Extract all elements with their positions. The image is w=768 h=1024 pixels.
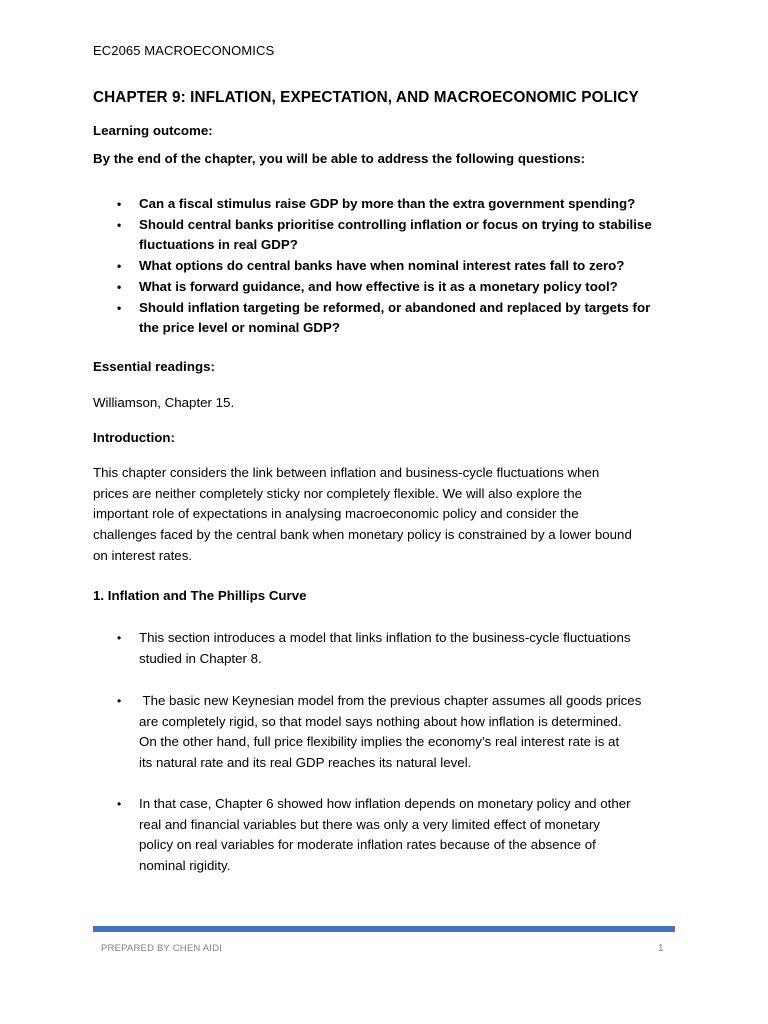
list-item [93, 628, 683, 669]
question-text: Can a fiscal stimulus raise GDP by more than the extra government spending? [139, 196, 636, 211]
bullet-icon: • [117, 197, 122, 211]
list-item [93, 215, 683, 256]
running-header: EC2065 MACROECONOMICS [93, 43, 275, 58]
paragraph-line: important role of expectations in analysing macroeconomic policy and consider the [93, 506, 579, 522]
list-item [93, 794, 683, 877]
question-text: Should central banks prioritise controlling inflation or focus on trying to stabilise [139, 216, 652, 232]
essential-readings-text: Williamson, Chapter 15. [93, 395, 235, 410]
question-text: What is forward guidance, and how effective is it as a monetary policy tool? [139, 278, 618, 294]
bullet-line: The basic new Keynesian model from the previous chapter assumes all goods prices [139, 693, 642, 708]
question-text-cont: fluctuations in real GDP? [139, 237, 298, 253]
bullet-icon: • [117, 797, 122, 811]
section-bullet-list [93, 628, 683, 669]
bullet-line: In that case, Chapter 6 showed how inflation depends on monetary policy and other [139, 796, 631, 811]
bullet-icon: • [117, 694, 122, 708]
section-bullet-list [93, 691, 683, 774]
list-item [93, 277, 683, 298]
paragraph-line: on interest rates. [93, 547, 193, 563]
question-text-cont: the price level or nominal GDP? [139, 320, 340, 336]
learning-outcome-intro: By the end of the chapter, you will be able to address the following questions: [93, 151, 586, 166]
footer-divider [93, 926, 675, 932]
chapter-title: CHAPTER 9: INFLATION, EXPECTATION, AND MACROECONOMIC POLICY [93, 89, 639, 106]
bullet-icon: • [117, 217, 122, 232]
introduction-paragraph [93, 463, 677, 567]
essential-readings-heading: Essential readings: [93, 359, 215, 374]
question-text: Should inflation targeting be reformed, or abandoned and replaced by targets for [139, 299, 651, 315]
footer-author: PREPARED BY CHEN AIDI [101, 943, 223, 954]
bullet-icon: • [117, 300, 122, 315]
bullet-line: studied in Chapter 8. [139, 650, 262, 666]
introduction-heading: Introduction: [93, 430, 175, 445]
page-number: 1 [658, 943, 664, 954]
bullet-line: nominal rigidity. [139, 858, 231, 874]
bullet-line: real and financial variables but there was only a very limited effect of monetary [139, 816, 600, 832]
section-bullet-list [93, 794, 683, 877]
paragraph-line: This chapter considers the link between inflation and business-cycle fluctuations when [93, 465, 600, 480]
list-item [93, 298, 683, 339]
questions-list [93, 194, 683, 339]
learning-outcome-heading: Learning outcome: [93, 123, 213, 138]
list-item [93, 194, 683, 215]
paragraph-line: prices are neither completely sticky nor completely flexible. We will also explore the [93, 485, 582, 501]
bullet-line: policy on real variables for moderate inflation rates because of the absence of [139, 837, 596, 853]
bullet-line: On the other hand, full price flexibility implies the economy’s real interest rate is at [139, 734, 620, 750]
bullet-line: are completely rigid, so that model says nothing about how inflation is determined. [139, 713, 622, 729]
bullet-icon: • [117, 279, 122, 294]
list-item [93, 691, 683, 774]
bullet-line: This section introduces a model that links inflation to the business-cycle fluctuations [139, 630, 631, 645]
question-text: What options do central banks have when nominal interest rates fall to zero? [139, 258, 625, 274]
list-item [93, 256, 683, 277]
bullet-line: its natural rate and its real GDP reaches its natural level. [139, 755, 472, 771]
bullet-icon: • [117, 259, 122, 274]
paragraph-line: challenges faced by the central bank when monetary policy is constrained by a lower bound [93, 527, 632, 543]
bullet-icon: • [117, 631, 122, 645]
section-heading: 1. Inflation and The Phillips Curve [93, 588, 307, 603]
